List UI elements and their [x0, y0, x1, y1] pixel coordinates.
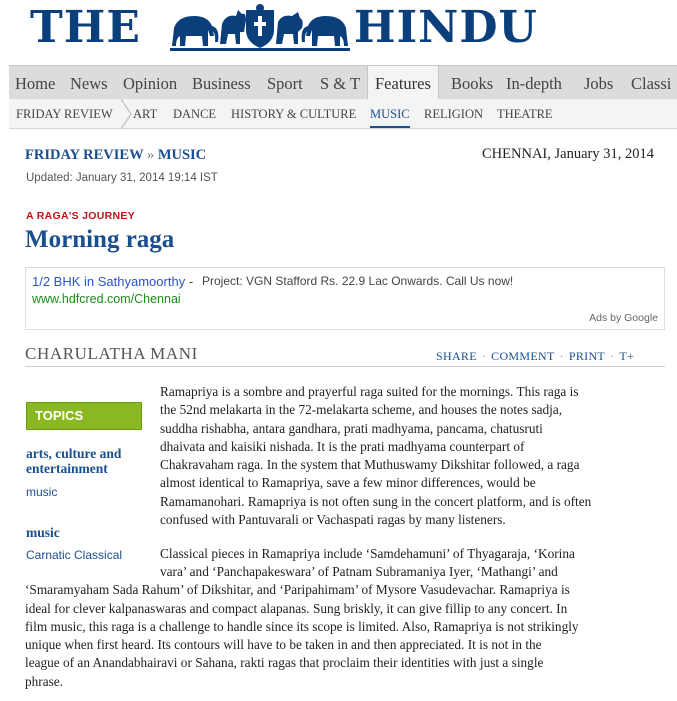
- chevron-right-icon: [119, 99, 133, 129]
- subnav-item-religion[interactable]: RELIGION: [424, 107, 484, 121]
- masthead[interactable]: [0, 0, 677, 62]
- print-button[interactable]: PRINT: [568, 349, 606, 363]
- article-tools: SHARE · COMMENT · PRINT · T+: [436, 349, 635, 363]
- topics-heading: TOPICS: [26, 402, 142, 430]
- nav-item-in-depth[interactable]: In-depth: [506, 74, 562, 93]
- subnav-section-friday-review[interactable]: FRIDAY REVIEW: [16, 107, 113, 121]
- topic-link-carnatic-classical[interactable]: Carnatic Classical: [26, 548, 123, 562]
- topic-category-arts[interactable]: arts, culture and entertainment: [26, 446, 122, 476]
- nav-item-features[interactable]: Features: [367, 66, 439, 100]
- subnav-item-history-culture[interactable]: HISTORY & CULTURE: [231, 107, 357, 121]
- subnav-item-art[interactable]: ART: [133, 107, 158, 121]
- breadcrumb: [25, 147, 206, 164]
- nav-item-books[interactable]: Books: [451, 74, 494, 93]
- subnav-item-music[interactable]: MUSIC: [370, 99, 410, 128]
- share-button[interactable]: SHARE: [436, 349, 477, 363]
- nav-item-sport[interactable]: Sport: [267, 74, 303, 93]
- sub-nav: [9, 99, 677, 129]
- subnav-item-dance[interactable]: DANCE: [173, 107, 217, 121]
- nav-item-opinion[interactable]: Opinion: [123, 74, 178, 93]
- author-byline[interactable]: CHARULATHA MANI: [25, 344, 198, 363]
- font-size-button[interactable]: T+: [619, 349, 635, 363]
- article-kicker: A RAGA'S JOURNEY: [26, 210, 136, 222]
- updated-timestamp: Updated: January 31, 2014 19:14 IST: [26, 172, 218, 184]
- ad-title-link[interactable]: 1/2 BHK in Sathyamoorthy -: [32, 274, 194, 289]
- divider: [25, 366, 665, 367]
- nav-item-news[interactable]: News: [70, 74, 108, 93]
- ad-url-link[interactable]: www.hdfcred.com/Chennai: [32, 292, 181, 306]
- comment-button[interactable]: COMMENT: [491, 349, 555, 363]
- page-title: Morning raga: [25, 226, 175, 253]
- article-paragraph-2-start: Classical pieces in Ramapriya include ‘Samdehamuni’ of Thyagaraja, ‘Korina: [160, 546, 575, 561]
- masthead-title-the: THE: [30, 2, 141, 53]
- breadcrumb-separator: »: [146, 147, 155, 163]
- ad-description: Project: VGN Stafford Rs. 22.9 Lac Onwards. Call Us now!: [202, 274, 514, 288]
- elephant-crest-emblem-icon: [168, 2, 352, 54]
- topic-link-music[interactable]: music: [26, 485, 58, 499]
- breadcrumb-section[interactable]: FRIDAY REVIEW: [25, 147, 144, 163]
- breadcrumb-subsection[interactable]: MUSIC: [157, 147, 207, 163]
- nav-item-home[interactable]: Home: [15, 74, 56, 93]
- topic-category-music[interactable]: music: [26, 525, 60, 540]
- dateline: CHENNAI, January 31, 2014: [482, 146, 654, 162]
- sponsored-ad: [25, 267, 665, 330]
- ads-by-google-link[interactable]: Ads by Google: [589, 312, 658, 324]
- article-paragraph-2: vara’ and ‘Panchapakeswara’ of Patnam Subramaniya Iyer, ‘Mathangi’ and ‘Smaramyaham Sada Rahum’ of Dikshitar, and ‘Paripahimam’ of Mysore Vasudevachar. Ramapriya is ideal for clever kalpanaswaras and compact alapanas. Sung briskly, it can give fillip to any concert. In film music, this raga is a challenge to handle since its scope is limited. Also, Ramapriya is not strikingly unique when first heard. Its contours will have to be taken in and then appreciated. It is not in the league of an Anandabhairavi or Sahana, rakti ragas that proclaim their identities with just a single phrase.: [25, 564, 579, 689]
- masthead-title-hindu: HINDU: [354, 2, 538, 53]
- nav-item-classifieds[interactable]: Classi: [631, 74, 672, 93]
- main-nav: [9, 65, 677, 99]
- nav-item-science-tech[interactable]: S & T: [320, 74, 361, 93]
- article-paragraph-1: Ramapriya is a sombre and prayerful raga suited for the mornings. This raga is the 52nd melakarta in the 72-melakarta scheme, and houses the notes sadja, suddha rishabha, antara gandhara, prati madhyama, pancama, chatusruti dhaivata and kaisiki nishada. It is the prati madhyama counterpart of Chakravaham raga. In the system that Muthuswamy Dikshitar followed, a raga almost identical to Ramapriya, save a few minor differences, would be Ramamanohari. Ramapriya is not often sung in the concert platform, and is often confused with Pantuvarali or Vachaspati ragas by many listeners.: [160, 384, 592, 528]
- nav-item-business[interactable]: Business: [192, 74, 251, 93]
- subnav-item-theatre[interactable]: THEATRE: [497, 107, 553, 121]
- nav-item-jobs[interactable]: Jobs: [584, 74, 614, 93]
